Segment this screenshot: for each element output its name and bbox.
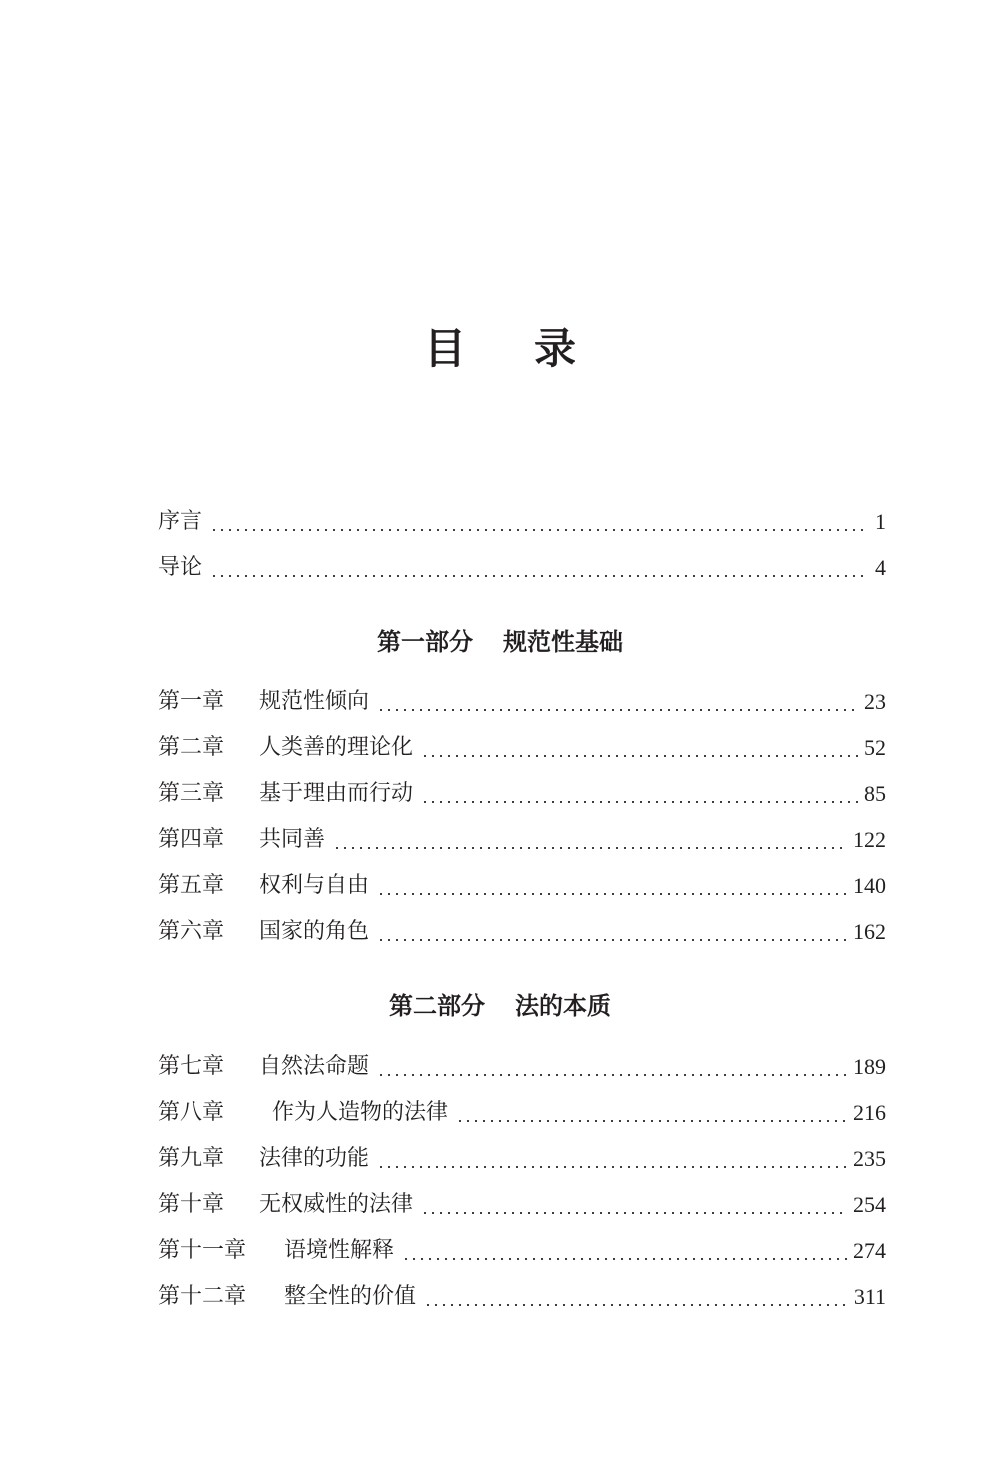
chapter-title: 共同善: [259, 827, 326, 852]
toc-entry-chapter[interactable]: [158, 1143, 886, 1175]
page-number: 122: [853, 827, 886, 852]
entry-title: 导论: [158, 555, 203, 580]
page-number: 216: [853, 1100, 886, 1125]
chapter-number: 第六章: [158, 919, 225, 944]
page-number: 4: [875, 555, 886, 580]
page-number: 311: [853, 1284, 886, 1309]
part-label: 第二部分: [389, 992, 485, 1020]
chapter-number: 第二章: [158, 735, 225, 760]
dot-leader: [377, 893, 847, 895]
chapter-title: 无权威性的法律: [259, 1192, 414, 1217]
toc-entry-chapter[interactable]: [158, 1097, 886, 1129]
part-title: 法的本质: [515, 992, 611, 1020]
chapter-number: 第四章: [158, 827, 225, 852]
toc-entry-chapter[interactable]: [158, 778, 886, 810]
dot-leader: [424, 1304, 848, 1306]
title-char-2: 录: [534, 324, 577, 373]
page-number: 52: [864, 735, 886, 760]
chapter-title: 整全性的价值: [284, 1284, 417, 1309]
toc-entry-chapter[interactable]: [158, 1235, 886, 1267]
page-number: 274: [853, 1238, 886, 1263]
page-number: 85: [864, 781, 886, 806]
toc-entry-chapter[interactable]: [158, 1281, 886, 1313]
part-heading-1: [0, 622, 1000, 657]
chapter-title: 作为人造物的法律: [272, 1100, 449, 1125]
entry-title: 序言: [158, 509, 203, 534]
chapter-number: 第十章: [158, 1192, 225, 1217]
chapter-number: 第九章: [158, 1146, 225, 1171]
toc-entry-preface[interactable]: [158, 506, 886, 538]
dot-leader: [210, 575, 869, 577]
toc-entry-chapter[interactable]: [158, 824, 886, 856]
toc-entry-chapter[interactable]: [158, 1189, 886, 1221]
dot-leader: [402, 1258, 847, 1260]
toc-entry-chapter[interactable]: [158, 732, 886, 764]
chapter-title: 国家的角色: [259, 919, 370, 944]
toc-entry-chapter[interactable]: [158, 686, 886, 718]
chapter-number: 第十二章: [158, 1284, 247, 1309]
chapter-number: 第一章: [158, 689, 225, 714]
chapter-number: 第五章: [158, 873, 225, 898]
dot-leader: [421, 755, 858, 757]
page-number: 162: [853, 919, 886, 944]
dot-leader: [377, 709, 858, 711]
chapter-number: 第十一章: [158, 1238, 247, 1263]
part-label: 第一部分: [377, 628, 473, 656]
dot-leader: [377, 939, 847, 941]
page-number: 1: [875, 509, 886, 534]
chapter-number: 第七章: [158, 1054, 225, 1079]
toc-entry-introduction[interactable]: [158, 552, 886, 584]
dot-leader: [377, 1166, 847, 1168]
chapter-number: 第八章: [158, 1100, 225, 1125]
page-number: 189: [853, 1054, 886, 1079]
dot-leader: [333, 847, 847, 849]
part-title: 规范性基础: [503, 628, 623, 656]
dot-leader: [377, 1074, 847, 1076]
chapter-title: 自然法命题: [259, 1054, 370, 1079]
page-number: 140: [853, 873, 886, 898]
chapter-number: 第三章: [158, 781, 225, 806]
chapter-title: 语境性解释: [284, 1238, 395, 1263]
part-heading-2: [0, 986, 1000, 1021]
chapter-title: 法律的功能: [259, 1146, 370, 1171]
chapter-title: 规范性倾向: [259, 689, 370, 714]
page-number: 23: [864, 689, 886, 714]
page-number: 235: [853, 1146, 886, 1171]
dot-leader: [421, 801, 858, 803]
chapter-title: 基于理由而行动: [259, 781, 414, 806]
toc-entry-chapter[interactable]: [158, 916, 886, 948]
page-title: [0, 316, 1000, 376]
chapter-title: 人类善的理论化: [259, 735, 414, 760]
page-number: 254: [853, 1192, 886, 1217]
toc-entry-chapter[interactable]: [158, 1051, 886, 1083]
dot-leader: [210, 529, 869, 531]
dot-leader: [456, 1120, 847, 1122]
title-char-1: 目: [423, 324, 466, 373]
chapter-title: 权利与自由: [259, 873, 370, 898]
toc-entry-chapter[interactable]: [158, 870, 886, 902]
dot-leader: [421, 1212, 847, 1214]
